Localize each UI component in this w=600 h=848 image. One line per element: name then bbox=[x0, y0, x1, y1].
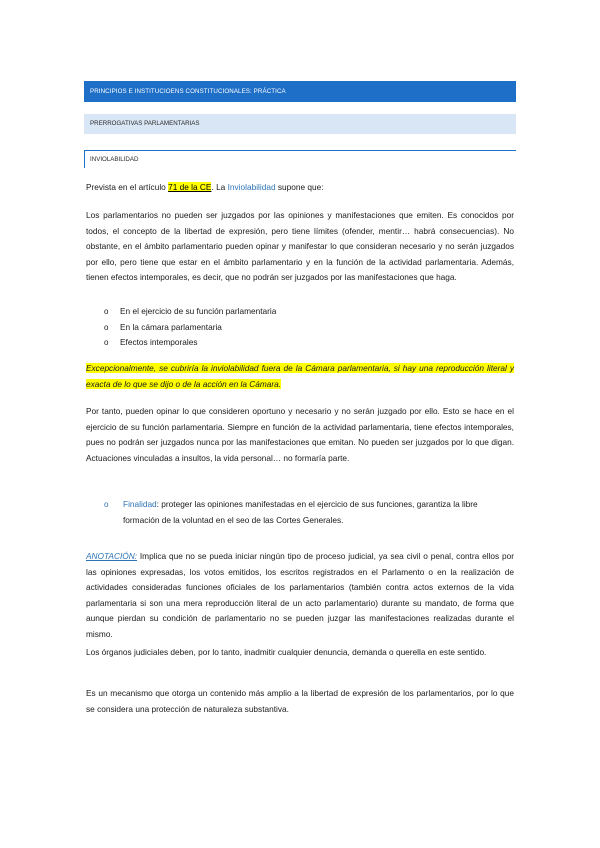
intro-line bbox=[86, 180, 514, 196]
intro-mid: . La bbox=[211, 182, 228, 192]
article-link[interactable]: 71 de la CE bbox=[168, 182, 212, 192]
course-banner bbox=[84, 81, 516, 102]
annotation-label: ANOTACIÓN: bbox=[86, 551, 138, 561]
annotation-paragraph bbox=[86, 549, 514, 643]
topic-banner bbox=[84, 114, 516, 134]
bullet-circle-icon: o bbox=[104, 338, 109, 348]
section-heading bbox=[84, 150, 516, 168]
intro-suffix: supone que: bbox=[275, 182, 324, 192]
exception-paragraph bbox=[86, 361, 514, 392]
bullet-circle-icon: o bbox=[104, 500, 109, 509]
bullet-circle-icon: o bbox=[104, 322, 109, 332]
finalidad-text: : proteger las opiniones manifestadas en el ejercicio de sus funciones, garantiza la libre formación de la voluntad en el seo de las Cortes Generales. bbox=[123, 499, 478, 525]
exception-highlight: Excepcionalmente, se cubriría la inviolabilidad fuera de la Cámara parlamentaria, si hay una reproducción literal y exacta de lo que se dijo o de la acción en la Cámara. bbox=[86, 363, 514, 389]
section-title: INVIOLABILIDAD bbox=[90, 156, 139, 163]
annotation-text: Implica que no se pueda iniciar ningún tipo de proceso judicial, ya sea civil o penal, contra ellos por las opiniones expresadas, los votos emitidos, los escritos registrados en el Parlamento o en la realización de actividades consideradas funciones oficiales de los parlamentarios (también contra actos externos de la vida parlamentaria si son una mera reproducción literal de un acto parlamentario) durante su mandato, de forma que aunque pierdan su condición de parlamentario no se pueden juzgar las manifestaciones realizadas durante el mismo. bbox=[86, 551, 514, 639]
intro-prefix: Prevista en el artículo bbox=[86, 182, 169, 192]
bullet-circle-icon: o bbox=[104, 307, 109, 316]
finalidad-term: Finalidad bbox=[123, 499, 157, 509]
paragraph-summary: Por tanto, pueden opinar lo que consideren oportuno y necesario y no serán juzgado por ello. Esto se hace en el ejercicio de su función parlamentaria. Siempre en función de la actividad parlamentaria, tiene efectos intemporales, pues no podrán ser juzgados nunca por las manifestaciones que emitan. No pueden ser juzgados por lo que digan. Actuaciones vinculadas a insultos, la vida personal… no formaría parte. bbox=[86, 406, 514, 463]
finalidad-item bbox=[104, 497, 514, 528]
list-item bbox=[104, 335, 276, 351]
bullet-list bbox=[104, 304, 276, 351]
course-title: PRINCIPIOS E INSTITUCIOENS CONSTITUCIONALES: PRÁCTICA bbox=[90, 88, 286, 95]
inviolabilidad-term: Inviolabilidad bbox=[227, 182, 276, 192]
list-item bbox=[104, 304, 276, 320]
list-item bbox=[104, 320, 276, 336]
bullet-text: Efectos intemporales bbox=[120, 337, 198, 348]
paragraph-mechanism: Es un mecanismo que otorga un contenido más amplio a la libertad de expresión de los parlamentarios, por lo que se considera una protección de naturaleza substantiva. bbox=[86, 688, 514, 714]
topic-title: PRERROGATIVAS PARLAMENTARIAS bbox=[90, 120, 200, 127]
paragraph-definition: Los parlamentarios no pueden ser juzgados por las opiniones y manifestaciones que emiten. Es conocidos por todos, el concepto de la libertad de expresión, pero tiene límites (ofender, mentir… habrá consecuencias). No obstante, en el ámbito parlamentario pueden opinar y manifestar lo que consideran necesario y no serán juzgados por ello, pero tiene que estar en el ámbito parlamentario y en la función de la actividad parlamentaria. Además, tienen efectos intemporales, es decir, que no podrán ser juzgados por las manifestaciones que haga. bbox=[86, 210, 514, 283]
bullet-text: En la cámara parlamentaria bbox=[120, 321, 222, 332]
paragraph-judicial: Los órganos judiciales deben, por lo tanto, inadmitir cualquier denuncia, demanda o querella en este sentido. bbox=[86, 647, 487, 657]
bullet-text: En el ejercicio de su función parlamentaria bbox=[120, 306, 277, 316]
